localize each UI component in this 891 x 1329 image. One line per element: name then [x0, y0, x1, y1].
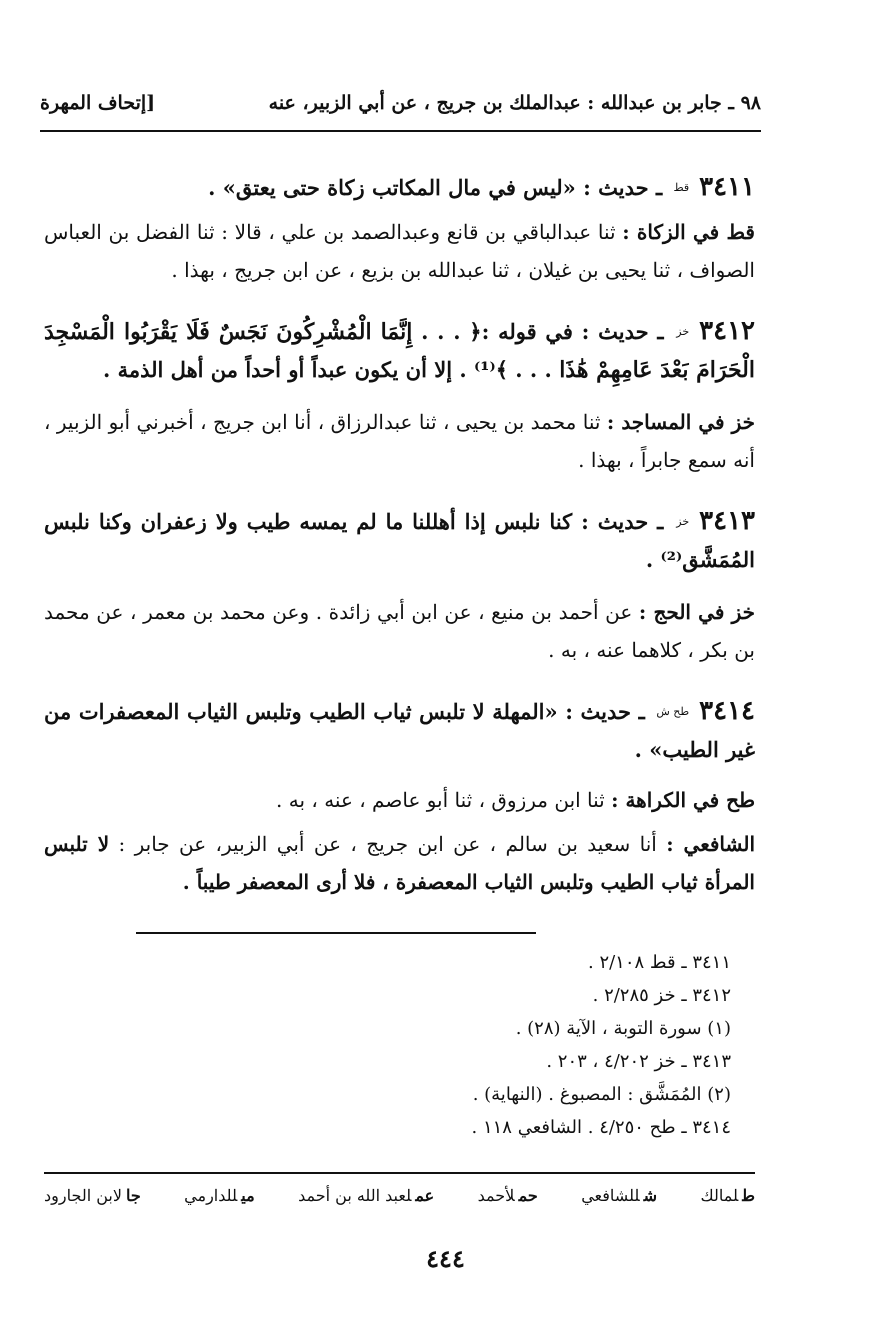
- entry-3411: [44, 168, 755, 289]
- book-title: [إتحاف المهرة: [40, 92, 156, 114]
- abbreviation-key: [44, 1186, 755, 1205]
- entry-chain: ثنا عبدالباقي بن قانع وعبدالصمد بن علي ، قالا : ثنا الفضل بن العباس الصواف ، ثنا يحيى بن غيلان ، ثنا عبدالله بن بزيع ، عن ابن جريج ، بهذا .: [44, 220, 755, 282]
- entry-chain: عن أحمد بن منيع ، عن ابن أبي زائدة . وعن محمد بن معمر ، عن محمد بن بكر ، كلاهما عنه ، به .: [44, 600, 755, 662]
- entry-body: [44, 781, 755, 819]
- entry-source: خز في الحج :: [638, 600, 756, 624]
- entry-sigla: طح ش: [656, 705, 690, 718]
- entry-number: ٣٤١٢: [699, 316, 755, 346]
- entry-title: [44, 312, 755, 389]
- entry-body: [44, 593, 755, 669]
- key-rule: [44, 1172, 755, 1174]
- entry-source: الشافعي :: [666, 832, 756, 856]
- footnote-line: ٣٤١٢ ـ خز ٢/٢٨٥ .: [592, 985, 731, 1006]
- entry-number: ٣٤١١: [699, 172, 755, 202]
- key-item: حملأحمد: [477, 1186, 538, 1205]
- entry-sigla: خز: [676, 515, 690, 528]
- entry-title-text: ـ حديث : «ليس في مال المكاتب زكاة حتى يعتق» .: [208, 175, 663, 200]
- footnote-line: (٢) المُمَشَّق : المصبوغ . (النهاية) .: [472, 1084, 731, 1105]
- key-item: عملعبد الله بن أحمد: [298, 1186, 435, 1205]
- entry-number: ٣٤١٤: [699, 696, 755, 726]
- entry-chain: ثنا ابن مرزوق ، ثنا أبو عاصم ، عنه ، به .: [276, 788, 605, 812]
- entry-sigla: قط: [673, 181, 690, 194]
- entry-number: ٣٤١٣: [699, 506, 755, 536]
- footnote-line: ٣٤١١ ـ قط ٢/١٠٨ .: [587, 952, 731, 973]
- entry-title-text: ـ حديث : كنا نلبس إذا أهللنا ما لم يمسه طيب ولا زعفران وكنا نلبس المُمَشَّق⁽²⁾ .: [44, 509, 755, 572]
- footnote-line: (١) سورة التوبة ، الآية (٢٨) .: [515, 1018, 731, 1039]
- footnote-line: ٣٤١٣ ـ خز ٤/٢٠٢ ، ٢٠٣ .: [546, 1051, 731, 1072]
- entry-title: [44, 168, 755, 207]
- entry-sigla: خز: [676, 325, 690, 338]
- entry-source: خز في المساجد :: [606, 410, 755, 434]
- entry-body-shafii: [44, 825, 755, 901]
- entry-source: طح في الكراهة :: [611, 788, 755, 812]
- entry-body: [44, 403, 755, 479]
- entry-title: [44, 692, 755, 769]
- footnote-rule: [136, 932, 536, 934]
- entry-3412: [44, 312, 755, 479]
- running-title: ٩٨ ـ جابر بن عبدالله : عبدالملك بن جريج ، عن أبي الزبير، عنه: [268, 92, 761, 114]
- key-item: شللشافعي: [581, 1186, 658, 1205]
- entry-body: [44, 213, 755, 289]
- entry-matn: لا تلبس المرأة ثياب الطيب وتلبس الثياب المعصفرة ، فلا أرى المعصفر طيباً .: [44, 832, 755, 894]
- entry-title-tail: . . . ﴾⁽¹⁾ . إلا أن يكون عبداً أو أحداً من أهل الذمة .: [102, 357, 552, 382]
- entry-title-text: ـ حديث : «المهلة لا تلبس ثياب الطيب وتلبس الثياب المعصفرات من غير الطيب» .: [44, 699, 755, 762]
- key-item: طلمالك: [700, 1186, 755, 1205]
- footnotes: [472, 946, 732, 1144]
- key-item: جالابن الجارود: [44, 1186, 141, 1205]
- footnote-line: ٣٤١٤ ـ طح ٤/٢٥٠ . الشافعي ١١٨ .: [471, 1117, 731, 1138]
- quran-verse: إِنَّمَا الْمُشْرِكُونَ نَجَسٌ فَلَا يَقْرَبُوا الْمَسْجِدَ الْحَرَامَ بَعْدَ عَامِهِمْ هَٰذَا: [44, 319, 755, 383]
- header-rule: [40, 130, 761, 132]
- page-number: ٤٤٤: [426, 1244, 465, 1273]
- entry-source: قط في الزكاة :: [622, 220, 755, 244]
- entry-title-lead: ـ حديث : في قوله :﴿ . . .: [421, 319, 664, 344]
- key-item: ميللدارمي: [184, 1186, 255, 1205]
- page-header: [40, 86, 761, 120]
- entry-chain: ثنا محمد بن يحيى ، ثنا عبدالرزاق ، أنا ابن جريج ، أخبرني أبو الزبير ، أنه سمع جابراً ، بهذا .: [44, 410, 755, 472]
- entry-title: [44, 502, 755, 579]
- entry-3414: [44, 692, 755, 901]
- entry-chain: أنا سعيد بن سالم ، عن ابن جريج ، عن أبي الزبير، عن جابر :: [118, 832, 657, 856]
- entry-3413: [44, 502, 755, 669]
